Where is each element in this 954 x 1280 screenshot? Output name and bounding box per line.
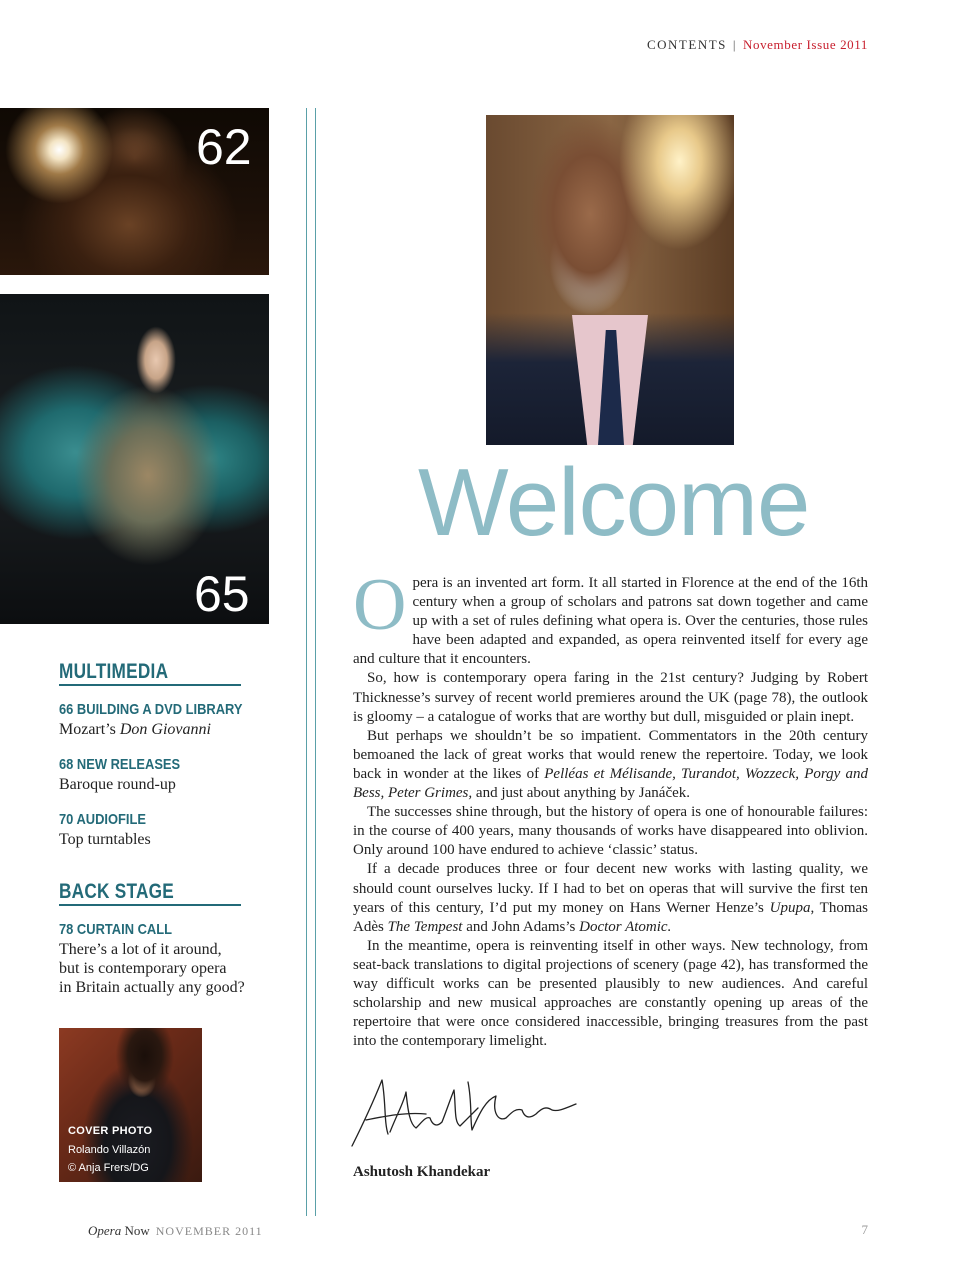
- paragraph: So, how is contemporary opera faring in the 21st century? Judging by Robert Thicknesse’s survey of recent world premieres around the UK (page 78), the outlook is gloomy – a catalogue of works that are worthy but dull, misguided or plain inept.: [353, 670, 868, 725]
- cover-photo-label: COVER PHOTO: [68, 1125, 153, 1137]
- contents-item-title[interactable]: 78 CURTAIN CALL: [59, 921, 172, 938]
- column-divider-left: [306, 108, 307, 1216]
- paragraph: [353, 564, 868, 669]
- section-rule-back-stage: [59, 904, 241, 906]
- cover-photo-name: Rolando Villazón: [68, 1144, 151, 1156]
- contents-item-title[interactable]: 70 AUDIOFILE: [59, 811, 146, 828]
- paragraph: [353, 727, 868, 803]
- issue-label: November Issue 2011: [742, 37, 868, 52]
- photo-page-62[interactable]: [0, 108, 269, 275]
- opera-titles: Pelléas et Mélisande, Turandot, Wozzeck, Porgy and Bess, Peter Grimes,: [353, 765, 868, 802]
- contents-item-desc: [59, 940, 245, 997]
- paragraph-text: pera is an invented art form. It all started in Florence at the end of the 16th century when a group of scholars and patrons sat down together and came up with a set of rules defining what opera is. Over the centuries, those rules have been adapted and expanded, as opera reinvented itself for every age and culture that it encounters.: [353, 575, 868, 668]
- page-number-62: 62: [196, 119, 252, 175]
- paragraph-text: and just about anything by Janáček.: [472, 785, 691, 802]
- author-name: Ashutosh Khandekar: [353, 1164, 491, 1180]
- desc-line: but is contemporary opera: [59, 960, 227, 977]
- paragraph: The successes shine through, but the history of opera is one of honourable failures: in the course of 400 years, many thousands of works have disappeared into oblivion. Only around 100 have endured to achieve ‘classic’ status.: [353, 804, 868, 859]
- opera-title: The Tempest: [387, 918, 463, 935]
- cover-photo-credit: © Anja Frers/DG: [68, 1162, 149, 1174]
- footer-date: NOVEMBER 2011: [155, 1224, 263, 1238]
- paragraph: In the meantime, opera is reinventing itself in other ways. New technology, from seat-back translations to digital projections of scenery (page 42), has transformed the way difficult works can be presented plausibly to new audiences. And careful scholarship and new musical approaches are constantly opening up areas of the repertoire that were once considered inaccessible, bringing treasures from the past into the contemporary limelight.: [353, 937, 868, 1050]
- section-rule-multimedia: [59, 684, 241, 686]
- desc-line: in Britain actually any good?: [59, 979, 245, 996]
- paragraph-text: , Thomas Adès: [353, 899, 868, 935]
- page-number: 7: [861, 1222, 868, 1237]
- contents-item-title[interactable]: 68 NEW RELEASES: [59, 756, 181, 773]
- page-footer: [88, 1223, 263, 1239]
- header-separator: |: [732, 37, 737, 52]
- paragraph: [353, 860, 868, 936]
- desc-line: There’s a lot of it around,: [59, 941, 222, 958]
- contents-item-desc: Baroque round-up: [59, 776, 176, 793]
- paragraph-text: If a decade produces three or four decent new works with lasting quality, we should count ourselves lucky. If I had to bet on operas that will survive the first ten years of this century, I’d put my money on Hans Werner Henze’s: [353, 861, 868, 916]
- opera-title: Doctor Atomic.: [579, 918, 672, 935]
- paragraph-text: But perhaps we shouldn’t be so impatient. Commentators in the 20th century bemoaned the lack of great works that would renew the repertoire. Today, we look back in wonder at the likes of: [353, 727, 868, 782]
- desc-italic-text: Don Giovanni: [119, 721, 211, 738]
- contents-label: CONTENTS: [646, 37, 727, 52]
- magazine-name-rest: Now: [121, 1223, 150, 1238]
- drop-cap: O: [353, 564, 407, 646]
- desc-text: Mozart’s: [59, 721, 120, 738]
- opera-title: Upupa: [769, 899, 811, 916]
- handwritten-signature: [346, 1072, 586, 1152]
- editor-portrait: [486, 115, 734, 445]
- editorial-body: [353, 564, 868, 1051]
- contents-item-desc: [59, 720, 211, 739]
- section-title-back-stage: BACK STAGE: [59, 880, 175, 903]
- page-number-65: 65: [194, 566, 250, 622]
- cover-photo[interactable]: [59, 1028, 202, 1182]
- contents-item-title[interactable]: 66 BUILDING A DVD LIBRARY: [59, 701, 243, 718]
- contents-item-desc: Top turntables: [59, 831, 151, 848]
- column-divider-right: [315, 108, 316, 1216]
- page-header: [647, 37, 868, 53]
- welcome-heading: Welcome: [418, 449, 810, 556]
- paragraph-text: and John Adams’s: [462, 918, 580, 935]
- section-title-multimedia: MULTIMEDIA: [59, 660, 169, 683]
- magazine-name-italic: Opera: [88, 1223, 122, 1238]
- photo-page-65[interactable]: [0, 294, 269, 624]
